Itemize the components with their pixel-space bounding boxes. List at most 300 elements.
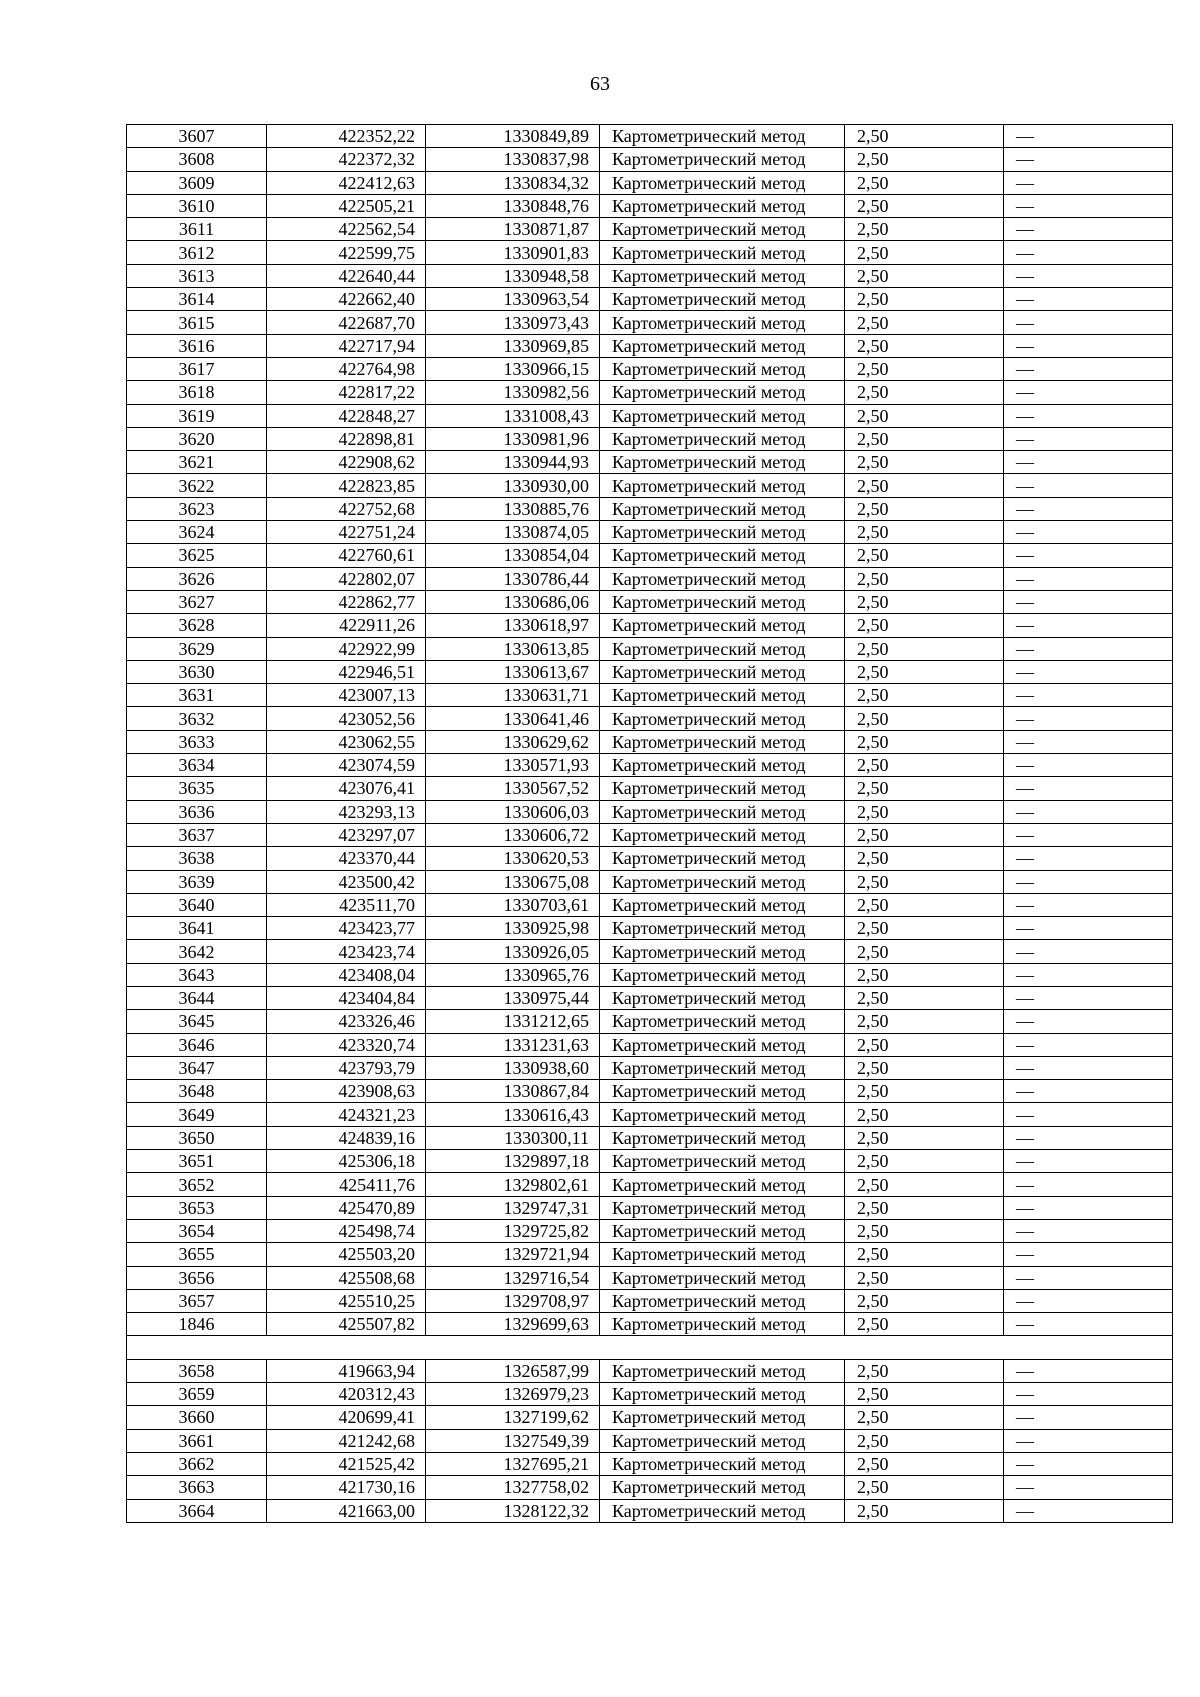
table-row [127,1243,1173,1266]
note-cell: — [1004,1406,1173,1429]
note-cell: — [1004,311,1173,334]
note-cell: — [1004,1313,1173,1336]
point-number-cell: 3633 [127,730,267,753]
accuracy-cell: 2,50 [845,567,1004,590]
point-number-cell: 3626 [127,567,267,590]
note-cell: — [1004,707,1173,730]
method-cell: Картометрический метод [600,777,845,800]
x-coordinate-cell: 425306,18 [267,1150,426,1173]
note-cell: — [1004,777,1173,800]
accuracy-cell: 2,50 [845,381,1004,404]
note-cell: — [1004,590,1173,613]
accuracy-cell: 2,50 [845,125,1004,148]
table-row [127,800,1173,823]
method-cell: Картометрический метод [600,334,845,357]
accuracy-cell: 2,50 [845,1266,1004,1289]
accuracy-cell: 2,50 [845,264,1004,287]
method-cell: Картометрический метод [600,917,845,940]
point-number-cell: 3662 [127,1452,267,1475]
accuracy-cell: 2,50 [845,1219,1004,1242]
method-cell: Картометрический метод [600,893,845,916]
table-row [127,730,1173,753]
x-coordinate-cell: 422946,51 [267,660,426,683]
y-coordinate-cell: 1330969,85 [426,334,600,357]
y-coordinate-cell: 1331008,43 [426,404,600,427]
x-coordinate-cell: 419663,94 [267,1359,426,1382]
y-coordinate-cell: 1330948,58 [426,264,600,287]
method-cell: Картометрический метод [600,1219,845,1242]
y-coordinate-cell: 1330925,98 [426,917,600,940]
accuracy-cell: 2,50 [845,148,1004,171]
point-number-cell: 3622 [127,474,267,497]
y-coordinate-cell: 1330837,98 [426,148,600,171]
accuracy-cell: 2,50 [845,404,1004,427]
method-cell: Картометрический метод [600,660,845,683]
point-number-cell: 3620 [127,427,267,450]
accuracy-cell: 2,50 [845,637,1004,660]
point-number-cell: 3659 [127,1383,267,1406]
y-coordinate-cell: 1330620,53 [426,847,600,870]
table-row [127,381,1173,404]
method-cell: Картометрический метод [600,1150,845,1173]
point-number-cell: 3649 [127,1103,267,1126]
point-number-cell: 3641 [127,917,267,940]
accuracy-cell: 2,50 [845,1383,1004,1406]
x-coordinate-cell: 422922,99 [267,637,426,660]
point-number-cell: 3609 [127,171,267,194]
x-coordinate-cell: 422412,63 [267,171,426,194]
point-number-cell: 3615 [127,311,267,334]
x-coordinate-cell: 422760,61 [267,544,426,567]
method-cell: Картометрический метод [600,497,845,520]
x-coordinate-cell: 423511,70 [267,893,426,916]
y-coordinate-cell: 1329699,63 [426,1313,600,1336]
y-coordinate-cell: 1331212,65 [426,1010,600,1033]
accuracy-cell: 2,50 [845,1313,1004,1336]
group-separator-row [127,1336,1173,1359]
x-coordinate-cell: 422372,32 [267,148,426,171]
table-row [127,590,1173,613]
method-cell: Картометрический метод [600,823,845,846]
point-number-cell: 3627 [127,590,267,613]
y-coordinate-cell: 1330854,04 [426,544,600,567]
table-row [127,707,1173,730]
accuracy-cell: 2,50 [845,1173,1004,1196]
y-coordinate-cell: 1330901,83 [426,241,600,264]
method-cell: Картометрический метод [600,381,845,404]
note-cell: — [1004,893,1173,916]
y-coordinate-cell: 1330938,60 [426,1056,600,1079]
accuracy-cell: 2,50 [845,288,1004,311]
coordinates-table-body [127,125,1173,1523]
note-cell: — [1004,567,1173,590]
x-coordinate-cell: 425510,25 [267,1289,426,1312]
note-cell: — [1004,241,1173,264]
y-coordinate-cell: 1330944,93 [426,451,600,474]
accuracy-cell: 2,50 [845,917,1004,940]
x-coordinate-cell: 422640,44 [267,264,426,287]
x-coordinate-cell: 423293,13 [267,800,426,823]
y-coordinate-cell: 1330675,08 [426,870,600,893]
point-number-cell: 3658 [127,1359,267,1382]
x-coordinate-cell: 425470,89 [267,1196,426,1219]
y-coordinate-cell: 1329725,82 [426,1219,600,1242]
table-row [127,986,1173,1009]
method-cell: Картометрический метод [600,474,845,497]
note-cell: — [1004,1289,1173,1312]
note-cell: — [1004,963,1173,986]
method-cell: Картометрический метод [600,171,845,194]
y-coordinate-cell: 1329897,18 [426,1150,600,1173]
accuracy-cell: 2,50 [845,684,1004,707]
note-cell: — [1004,1126,1173,1149]
note-cell: — [1004,1010,1173,1033]
x-coordinate-cell: 423062,55 [267,730,426,753]
y-coordinate-cell: 1327758,02 [426,1476,600,1499]
accuracy-cell: 2,50 [845,730,1004,753]
point-number-cell: 3645 [127,1010,267,1033]
note-cell: — [1004,125,1173,148]
note-cell: — [1004,1452,1173,1475]
note-cell: — [1004,1173,1173,1196]
y-coordinate-cell: 1330963,54 [426,288,600,311]
x-coordinate-cell: 423326,46 [267,1010,426,1033]
y-coordinate-cell: 1330613,85 [426,637,600,660]
note-cell: — [1004,1150,1173,1173]
x-coordinate-cell: 423320,74 [267,1033,426,1056]
y-coordinate-cell: 1326979,23 [426,1383,600,1406]
accuracy-cell: 2,50 [845,1126,1004,1149]
note-cell: — [1004,521,1173,544]
table-row [127,474,1173,497]
method-cell: Картометрический метод [600,1080,845,1103]
x-coordinate-cell: 422717,94 [267,334,426,357]
method-cell: Картометрический метод [600,1499,845,1522]
note-cell: — [1004,754,1173,777]
y-coordinate-cell: 1330613,67 [426,660,600,683]
accuracy-cell: 2,50 [845,1056,1004,1079]
note-cell: — [1004,194,1173,217]
table-row [127,1056,1173,1079]
method-cell: Картометрический метод [600,451,845,474]
method-cell: Картометрический метод [600,1452,845,1475]
accuracy-cell: 2,50 [845,660,1004,683]
x-coordinate-cell: 421730,16 [267,1476,426,1499]
table-row [127,1219,1173,1242]
y-coordinate-cell: 1330606,03 [426,800,600,823]
note-cell: — [1004,148,1173,171]
point-number-cell: 3664 [127,1499,267,1522]
method-cell: Картометрический метод [600,1289,845,1312]
point-number-cell: 3648 [127,1080,267,1103]
accuracy-cell: 2,50 [845,893,1004,916]
accuracy-cell: 2,50 [845,521,1004,544]
method-cell: Картометрический метод [600,264,845,287]
method-cell: Картометрический метод [600,1429,845,1452]
table-row [127,1196,1173,1219]
accuracy-cell: 2,50 [845,427,1004,450]
y-coordinate-cell: 1330965,76 [426,963,600,986]
accuracy-cell: 2,50 [845,241,1004,264]
point-number-cell: 3621 [127,451,267,474]
x-coordinate-cell: 423408,04 [267,963,426,986]
method-cell: Картометрический метод [600,847,845,870]
table-row [127,241,1173,264]
x-coordinate-cell: 423007,13 [267,684,426,707]
note-cell: — [1004,800,1173,823]
method-cell: Картометрический метод [600,125,845,148]
table-row [127,1266,1173,1289]
note-cell: — [1004,427,1173,450]
x-coordinate-cell: 423297,07 [267,823,426,846]
point-number-cell: 3630 [127,660,267,683]
table-row [127,1173,1173,1196]
table-row [127,264,1173,287]
y-coordinate-cell: 1329708,97 [426,1289,600,1312]
accuracy-cell: 2,50 [845,497,1004,520]
x-coordinate-cell: 425507,82 [267,1313,426,1336]
accuracy-cell: 2,50 [845,1080,1004,1103]
point-number-cell: 3612 [127,241,267,264]
y-coordinate-cell: 1330973,43 [426,311,600,334]
table-row [127,754,1173,777]
y-coordinate-cell: 1328122,32 [426,1499,600,1522]
note-cell: — [1004,1103,1173,1126]
x-coordinate-cell: 422764,98 [267,357,426,380]
method-cell: Картометрический метод [600,241,845,264]
point-number-cell: 3610 [127,194,267,217]
method-cell: Картометрический метод [600,730,845,753]
y-coordinate-cell: 1330703,61 [426,893,600,916]
accuracy-cell: 2,50 [845,590,1004,613]
note-cell: — [1004,614,1173,637]
x-coordinate-cell: 422662,40 [267,288,426,311]
x-coordinate-cell: 422562,54 [267,218,426,241]
method-cell: Картометрический метод [600,940,845,963]
method-cell: Картометрический метод [600,1126,845,1149]
method-cell: Картометрический метод [600,800,845,823]
x-coordinate-cell: 425508,68 [267,1266,426,1289]
y-coordinate-cell: 1330629,62 [426,730,600,753]
y-coordinate-cell: 1330618,97 [426,614,600,637]
accuracy-cell: 2,50 [845,474,1004,497]
point-number-cell: 3608 [127,148,267,171]
accuracy-cell: 2,50 [845,194,1004,217]
note-cell: — [1004,1056,1173,1079]
table-row [127,777,1173,800]
y-coordinate-cell: 1330874,05 [426,521,600,544]
accuracy-cell: 2,50 [845,1033,1004,1056]
x-coordinate-cell: 420699,41 [267,1406,426,1429]
method-cell: Картометрический метод [600,1173,845,1196]
point-number-cell: 3651 [127,1150,267,1173]
note-cell: — [1004,1499,1173,1522]
x-coordinate-cell: 423908,63 [267,1080,426,1103]
x-coordinate-cell: 420312,43 [267,1383,426,1406]
point-number-cell: 3647 [127,1056,267,1079]
note-cell: — [1004,917,1173,940]
table-row [127,614,1173,637]
y-coordinate-cell: 1330616,43 [426,1103,600,1126]
table-row [127,1476,1173,1499]
point-number-cell: 3652 [127,1173,267,1196]
x-coordinate-cell: 423052,56 [267,707,426,730]
table-row [127,1080,1173,1103]
table-row [127,940,1173,963]
y-coordinate-cell: 1329802,61 [426,1173,600,1196]
x-coordinate-cell: 422751,24 [267,521,426,544]
x-coordinate-cell: 425498,74 [267,1219,426,1242]
table-row [127,917,1173,940]
point-number-cell: 3635 [127,777,267,800]
x-coordinate-cell: 422817,22 [267,381,426,404]
table-row [127,1313,1173,1336]
x-coordinate-cell: 423423,74 [267,940,426,963]
accuracy-cell: 2,50 [845,218,1004,241]
method-cell: Картометрический метод [600,194,845,217]
y-coordinate-cell: 1330867,84 [426,1080,600,1103]
method-cell: Картометрический метод [600,311,845,334]
point-number-cell: 3637 [127,823,267,846]
note-cell: — [1004,1476,1173,1499]
method-cell: Картометрический метод [600,427,845,450]
accuracy-cell: 2,50 [845,823,1004,846]
point-number-cell: 3614 [127,288,267,311]
method-cell: Картометрический метод [600,754,845,777]
table-row [127,1010,1173,1033]
table-row [127,497,1173,520]
method-cell: Картометрический метод [600,1476,845,1499]
table-row [127,1406,1173,1429]
y-coordinate-cell: 1329747,31 [426,1196,600,1219]
note-cell: — [1004,660,1173,683]
method-cell: Картометрический метод [600,707,845,730]
point-number-cell: 3639 [127,870,267,893]
table-row [127,1289,1173,1312]
method-cell: Картометрический метод [600,637,845,660]
accuracy-cell: 2,50 [845,707,1004,730]
accuracy-cell: 2,50 [845,986,1004,1009]
note-cell: — [1004,451,1173,474]
note-cell: — [1004,1266,1173,1289]
point-number-cell: 3623 [127,497,267,520]
y-coordinate-cell: 1330871,87 [426,218,600,241]
y-coordinate-cell: 1330975,44 [426,986,600,1009]
table-row [127,311,1173,334]
y-coordinate-cell: 1330571,93 [426,754,600,777]
note-cell: — [1004,1359,1173,1382]
table-row [127,357,1173,380]
note-cell: — [1004,288,1173,311]
y-coordinate-cell: 1330686,06 [426,590,600,613]
note-cell: — [1004,264,1173,287]
note-cell: — [1004,847,1173,870]
accuracy-cell: 2,50 [845,357,1004,380]
accuracy-cell: 2,50 [845,847,1004,870]
y-coordinate-cell: 1330926,05 [426,940,600,963]
accuracy-cell: 2,50 [845,754,1004,777]
method-cell: Картометрический метод [600,1033,845,1056]
method-cell: Картометрический метод [600,218,845,241]
method-cell: Картометрический метод [600,1243,845,1266]
point-number-cell: 3616 [127,334,267,357]
accuracy-cell: 2,50 [845,1359,1004,1382]
x-coordinate-cell: 425411,76 [267,1173,426,1196]
x-coordinate-cell: 424321,23 [267,1103,426,1126]
y-coordinate-cell: 1330834,32 [426,171,600,194]
accuracy-cell: 2,50 [845,800,1004,823]
table-row [127,427,1173,450]
table-row [127,893,1173,916]
x-coordinate-cell: 424839,16 [267,1126,426,1149]
note-cell: — [1004,870,1173,893]
x-coordinate-cell: 421525,42 [267,1452,426,1475]
x-coordinate-cell: 423793,79 [267,1056,426,1079]
note-cell: — [1004,1080,1173,1103]
point-number-cell: 3663 [127,1476,267,1499]
point-number-cell: 3619 [127,404,267,427]
method-cell: Картометрический метод [600,567,845,590]
note-cell: — [1004,986,1173,1009]
x-coordinate-cell: 422848,27 [267,404,426,427]
y-coordinate-cell: 1329721,94 [426,1243,600,1266]
y-coordinate-cell: 1327695,21 [426,1452,600,1475]
y-coordinate-cell: 1330849,89 [426,125,600,148]
method-cell: Картометрический метод [600,1196,845,1219]
accuracy-cell: 2,50 [845,1476,1004,1499]
note-cell: — [1004,334,1173,357]
accuracy-cell: 2,50 [845,1196,1004,1219]
point-number-cell: 3629 [127,637,267,660]
y-coordinate-cell: 1330981,96 [426,427,600,450]
x-coordinate-cell: 422823,85 [267,474,426,497]
accuracy-cell: 2,50 [845,1150,1004,1173]
x-coordinate-cell: 423500,42 [267,870,426,893]
accuracy-cell: 2,50 [845,1243,1004,1266]
method-cell: Картометрический метод [600,357,845,380]
point-number-cell: 3644 [127,986,267,1009]
point-number-cell: 3657 [127,1289,267,1312]
point-number-cell: 3611 [127,218,267,241]
accuracy-cell: 2,50 [845,1406,1004,1429]
group-separator-cell [127,1336,1173,1359]
accuracy-cell: 2,50 [845,777,1004,800]
table-row [127,870,1173,893]
method-cell: Картометрический метод [600,404,845,427]
table-row [127,1359,1173,1382]
note-cell: — [1004,1429,1173,1452]
x-coordinate-cell: 422599,75 [267,241,426,264]
accuracy-cell: 2,50 [845,1010,1004,1033]
method-cell: Картометрический метод [600,148,845,171]
point-number-cell: 3653 [127,1196,267,1219]
point-number-cell: 3661 [127,1429,267,1452]
accuracy-cell: 2,50 [845,1429,1004,1452]
accuracy-cell: 2,50 [845,870,1004,893]
x-coordinate-cell: 421663,00 [267,1499,426,1522]
table-row [127,334,1173,357]
note-cell: — [1004,497,1173,520]
point-number-cell: 3642 [127,940,267,963]
y-coordinate-cell: 1330786,44 [426,567,600,590]
method-cell: Картометрический метод [600,963,845,986]
method-cell: Картометрический метод [600,1383,845,1406]
x-coordinate-cell: 423074,59 [267,754,426,777]
page-number: 63 [590,73,610,95]
x-coordinate-cell: 421242,68 [267,1429,426,1452]
y-coordinate-cell: 1330885,76 [426,497,600,520]
x-coordinate-cell: 422352,22 [267,125,426,148]
